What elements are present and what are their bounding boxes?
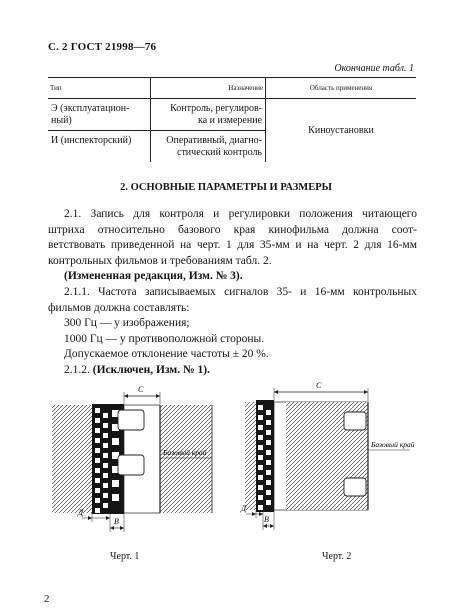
cell-text: И (инспекторский) (51, 135, 132, 146)
clause-number: 2.1.2. (64, 363, 90, 376)
paragraph-line: фильмов должна составлять: (48, 301, 190, 314)
cell-text: Контроль, регулиров- (170, 103, 262, 114)
paragraph-line: контрольных фильмов и требованиям табл. 2. (48, 254, 272, 267)
figure-2-film-diagram (240, 381, 415, 530)
col-header-application: Область применения (266, 78, 417, 99)
page-header: С. 2 ГОСТ 21998—76 (48, 41, 157, 53)
dim-c-label-2: С (316, 381, 322, 390)
section-title: 2. ОСНОВНЫЕ ПАРАМЕТРЫ И РАЗМЕРЫ (120, 182, 332, 193)
cell-text: стический контроль (177, 147, 262, 158)
cell-text: Оперативный, диагно- (166, 135, 262, 146)
signal-window-top-2 (344, 412, 366, 430)
dim-b-label-2: В (264, 515, 269, 524)
edit-note: (Измененная редакция, Изм. № 3). (64, 270, 243, 283)
cell-text: Э (эксплуатацион- (51, 103, 130, 114)
frequency-tolerance: Допускаемое отклонение частоты ± 20 %. (64, 348, 269, 361)
base-edge-label-2: Базовый край (371, 440, 415, 449)
paragraph-line: штриха относительно базового края кинофильма должна соот- (48, 223, 417, 236)
paragraph-line: 2.1. Запись для контроля и регулировки положения читающего (64, 208, 417, 220)
signal-window-bottom-1 (118, 455, 144, 475)
figure-2-caption: Черт. 2 (322, 551, 352, 562)
col-header-purpose: Назначение (151, 78, 266, 99)
cell-text: ка и измерение (197, 115, 262, 126)
dim-b-label-1: В (114, 517, 119, 526)
paragraph-line: ветствовать приведенной на черт. 1 для 35-мм и на черт. 2 для 16-мм (48, 239, 417, 252)
figure-1-caption: Черт. 1 (110, 551, 140, 562)
cell-application: Киноустановки (266, 99, 417, 163)
col-header-type: Тип (48, 78, 151, 99)
signal-window-bottom-2 (344, 478, 366, 496)
cell-text: ный) (51, 115, 72, 126)
base-edge-label-1: Базовый край (163, 448, 207, 457)
excluded-note: (Исключен, Изм. № 1). (92, 363, 210, 376)
frequency-opposite-side: 1000 Гц — у противоположной стороны. (64, 332, 265, 345)
figure-1-film-diagram (52, 385, 212, 532)
page-number: 2 (44, 593, 50, 605)
dim-c-label-1: С (138, 385, 144, 394)
dim-d-label-2: Д (241, 504, 247, 513)
dim-d-label-1: Д (78, 508, 84, 517)
paragraph-line: 2.1.1. Частота записываемых сигналов 35- и 16-мм контрольных (64, 285, 417, 298)
table-caption: Окончание табл. 1 (334, 63, 414, 74)
frequency-image-side: 300 Гц — у изображения; (64, 317, 190, 330)
signal-window-top-1 (118, 410, 144, 430)
